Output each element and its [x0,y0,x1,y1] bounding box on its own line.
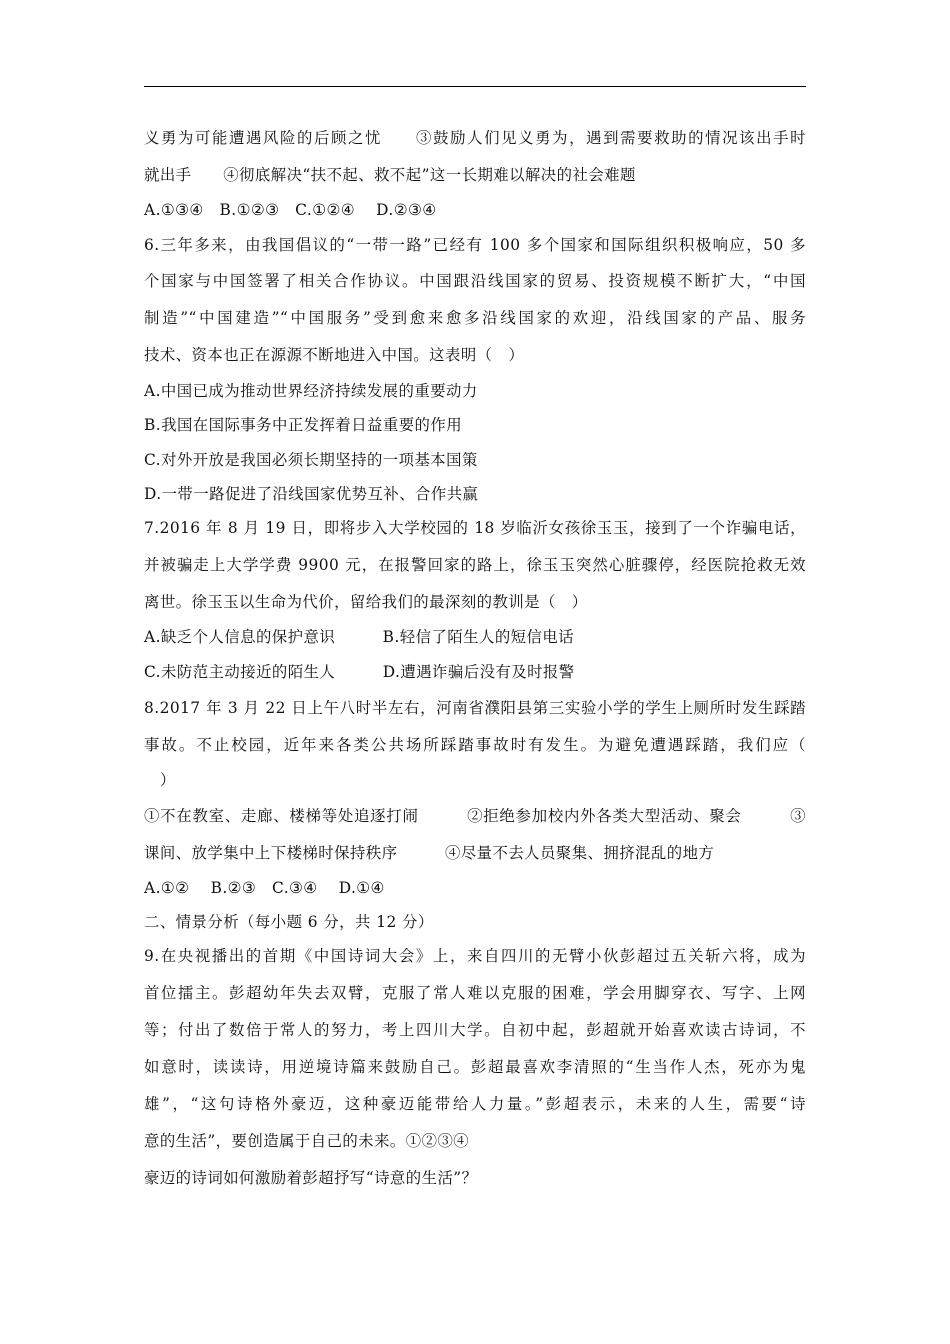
header-rule [144,86,806,87]
answer-options: A.①② B.②③ C.③④ D.①④ [144,879,385,897]
question-8: 8.2017 年 3 月 22 日上午八时半左右，河南省濮阳县第三实验小学的学生上厕所时发生踩踏 [144,699,806,717]
text-line: 课间、放学集中上下楼梯时保持秩序 ④尽量不去人员聚集、拥挤混乱的地方 [144,844,715,862]
answer-options: A.①③④ B.①②③ C.①②④ D.②③④ [144,201,437,219]
section-heading: 二、情景分析（每小题 6 分，共 12 分） [144,913,434,931]
text-line: 义勇为可能遭遇风险的后顾之忧 ③鼓励人们见义勇为，遇到需要救助的情况该出手时 [144,129,806,147]
options-cd: C.未防范主动接近的陌生人 D.遭遇诈骗后没有及时报警 [144,663,575,681]
text-line: 就出手 ④彻底解决“扶不起、救不起”这一长期难以解决的社会难题 [144,166,636,184]
options-ab: A.缺乏个人信息的保护意识 B.轻信了陌生人的短信电话 [144,628,575,646]
text-line: 如意时，读读诗，用逆境诗篇来鼓励自己。彭超最喜欢李清照的“生当作人杰，死亦为鬼 [144,1058,806,1076]
text-line: 制造”“中国建造”“中国服务”受到愈来愈多沿线国家的欢迎，沿线国家的产品、服务 [144,309,806,327]
option-a: A.中国已成为推动世界经济持续发展的重要动力 [144,382,478,400]
text-line: 首位擂主。彭超幼年失去双臂，克服了常人难以克服的困难，学会用脚穿衣、写字、上网 [144,984,806,1002]
text-line: 并被骗走上大学学费 9900 元，在报警回家的路上，徐玉玉突然心脏骤停，经医院抢救无效 [144,556,806,574]
text-line: 个国家与中国签署了相关合作协议。中国跟沿线国家的贸易、投资规模不断扩大，“中国 [144,272,806,290]
text-line: 事故。不止校园，近年来各类公共场所踩踏事故时有发生。为避免遭遇踩踏，我们应（ [144,736,806,754]
text-line: 等；付出了数倍于常人的努力，考上四川大学。自初中起，彭超就开始喜欢读古诗词，不 [144,1021,806,1039]
option-b: B.我国在国际事务中正发挥着日益重要的作用 [144,416,463,434]
text-line: 雄”，“这句诗格外豪迈，这种豪迈能带给人力量。”彭超表示，未来的人生，需要“诗 [144,1095,806,1113]
text-line: ①不在教室、走廊、楼梯等处追逐打闹 ②拒绝参加校内外各类大型活动、聚会 ③ [144,807,806,825]
option-d: D.一带一路促进了沿线国家优势互补、合作共赢 [144,485,479,503]
option-c: C.对外开放是我国必须长期坚持的一项基本国策 [144,451,478,469]
text-line: 意的生活”，要创造属于自己的未来。①②③④ [144,1132,470,1150]
text-line: 离世。徐玉玉以生命为代价，留给我们的最深刻的教训是（ ） [144,593,588,611]
text-line: 技术、资本也正在源源不断地进入中国。这表明（ ） [144,346,525,364]
text-line: ） [144,771,176,789]
question-9: 9.在央视播出的首期《中国诗词大会》上，来自四川的无臂小伙彭超过五关斩六将，成为 [144,947,806,965]
question-prompt: 豪迈的诗词如何激励着彭超抒写“诗意的生活”？ [144,1169,478,1187]
question-7: 7.2016 年 8 月 19 日，即将步入大学校园的 18 岁临沂女孩徐玉玉，接到了一个诈骗电话， [144,519,806,537]
question-6: 6.三年多来，由我国倡议的“一带一路”已经有 100 多个国家和国际组织积极响应，50 多 [144,236,806,254]
